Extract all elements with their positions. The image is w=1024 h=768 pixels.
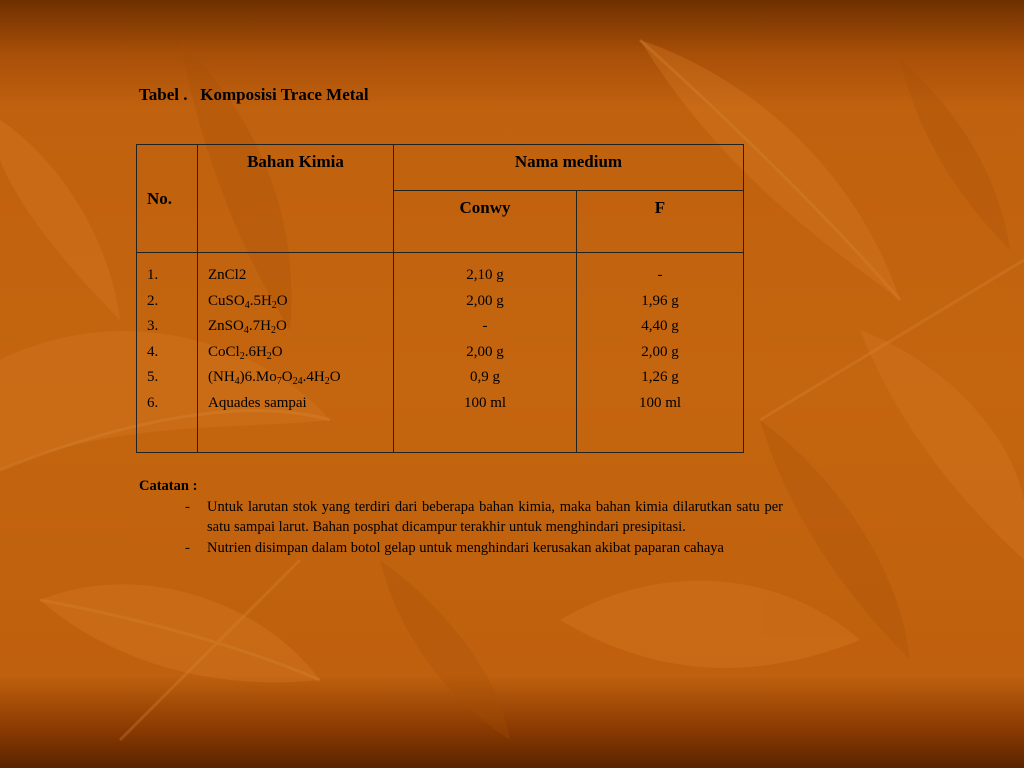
table-body-row xyxy=(137,253,744,453)
row-f: 1,26 g xyxy=(641,369,679,386)
header-bahan-kimia: Bahan Kimia xyxy=(198,145,394,253)
column-f xyxy=(577,253,744,453)
row-bahan: $CuSO_4.5H_2O$ xyxy=(208,292,288,311)
row-conwy: 0,9 g xyxy=(470,369,500,386)
column-no xyxy=(137,253,198,453)
column-bahan-kimia xyxy=(198,253,394,453)
row-conwy: 2,00 g xyxy=(466,292,504,309)
row-f: 2,00 g xyxy=(641,343,679,360)
row-no: 6. xyxy=(147,394,159,411)
row-f: 4,40 g xyxy=(641,318,679,335)
table-header-row xyxy=(137,145,744,191)
row-bahan: ZnCl2 xyxy=(208,267,247,283)
note-text: Untuk larutan stok yang terdiri dari beberapa bahan kimia, maka bahan kimia dilarutkan satu per satu sampai larut. Bahan posphat dicampur terakhir untuk menghindari presipitasi. xyxy=(207,498,783,535)
note-text: Nutrien disimpan dalam botol gelap untuk menghindari kerusakan akibat paparan cahaya xyxy=(207,539,724,556)
page-title: Tabel . Komposisi Trace Metal xyxy=(139,85,369,104)
row-no: 3. xyxy=(147,318,159,335)
header-no: No. xyxy=(137,145,198,253)
header-f: F xyxy=(577,191,744,253)
row-no: 1. xyxy=(147,267,159,283)
row-no: 2. xyxy=(147,292,159,309)
header-conwy: Conwy xyxy=(394,191,577,253)
trace-metal-table xyxy=(136,144,744,453)
column-conwy xyxy=(394,253,577,453)
notes-label: Catatan : xyxy=(139,478,198,494)
row-conwy: 2,00 g xyxy=(466,343,504,360)
row-f: 100 ml xyxy=(638,394,682,411)
row-no: 5. xyxy=(147,369,159,386)
row-bahan: $(NH_4)6.Mo_7O_{24}.4H_2O$ xyxy=(208,369,341,388)
note-item xyxy=(139,497,783,538)
row-f: - xyxy=(657,267,663,283)
row-bahan: $CoCl_2.6H_2O$ xyxy=(208,343,283,362)
row-conwy: 100 ml xyxy=(463,394,507,411)
row-f: 1,96 g xyxy=(641,292,679,309)
row-conwy: - xyxy=(482,318,488,335)
notes-section xyxy=(139,476,783,558)
note-item xyxy=(139,538,783,559)
row-conwy: 2,10 g xyxy=(466,267,504,283)
note-bullet: - xyxy=(185,498,190,515)
row-no: 4. xyxy=(147,343,159,360)
row-bahan: Aquades sampai xyxy=(208,394,307,411)
row-bahan: $ZnSO_4.7H_2O$ xyxy=(208,318,287,337)
header-nama-medium: Nama medium xyxy=(394,145,744,191)
note-bullet: - xyxy=(185,539,190,556)
